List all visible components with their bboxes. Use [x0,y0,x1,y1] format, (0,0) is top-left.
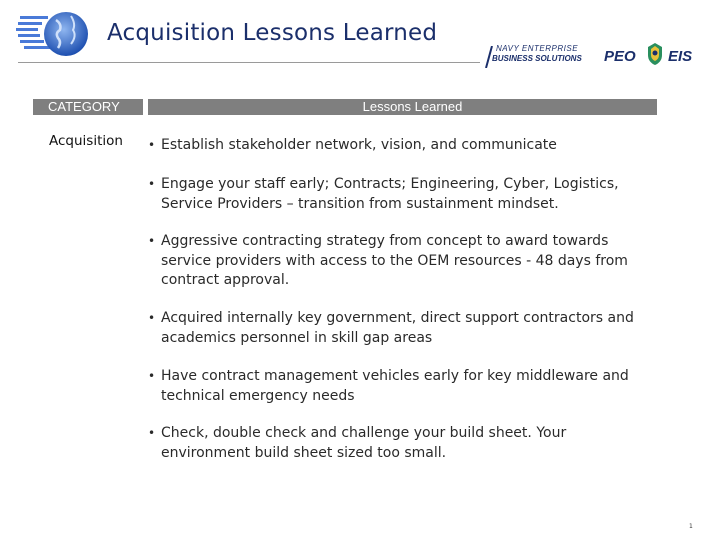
lesson-text: Engage your staff early; Contracts; Engineering, Cyber, Logistics, Service Providers – transition from sustainment mindset. [161,176,619,212]
lesson-text: Have contract management vehicles early for key middleware and technical emergency needs [161,368,629,404]
bullet-icon: • [148,426,156,440]
bullet-icon: • [148,234,156,248]
lesson-text: Check, double check and challenge your build sheet. Your environment build sheet sized too small. [161,425,567,461]
page-number: 1 [689,523,693,530]
bullet-icon: • [148,138,156,152]
bullet-icon: • [148,369,156,383]
list-item [146,136,646,156]
logo-eis: EIS [668,48,693,65]
globe-icon [16,8,92,60]
list-item [146,309,646,348]
logo-line2: BUSINESS SOLUTIONS [492,54,582,63]
list-item [146,232,646,291]
navy-enterprise-logo [484,40,710,72]
category-cell: Acquisition [49,133,123,149]
bullet-icon: • [148,311,156,325]
lesson-text: Aggressive contracting strategy from concept to award towards service providers with access to the OEM resources - 48 days from contract approval. [161,233,628,288]
list-item [146,424,646,463]
lesson-text: Acquired internally key government, direct support contractors and academics personnel in skill gap areas [161,310,634,346]
column-header-lessons: Lessons Learned [148,99,657,115]
logo-peo: PEO [604,48,636,65]
column-header-category: CATEGORY [33,99,143,115]
list-item [146,175,646,214]
shield-emblem-icon [646,42,664,66]
lesson-text: Establish stakeholder network, vision, and communicate [161,137,557,153]
bullet-icon: • [148,177,156,191]
list-item [146,367,646,406]
logo-line1: NAVY ENTERPRISE [496,44,579,53]
page-title: Acquisition Lessons Learned [107,20,438,46]
title-divider [18,62,480,63]
